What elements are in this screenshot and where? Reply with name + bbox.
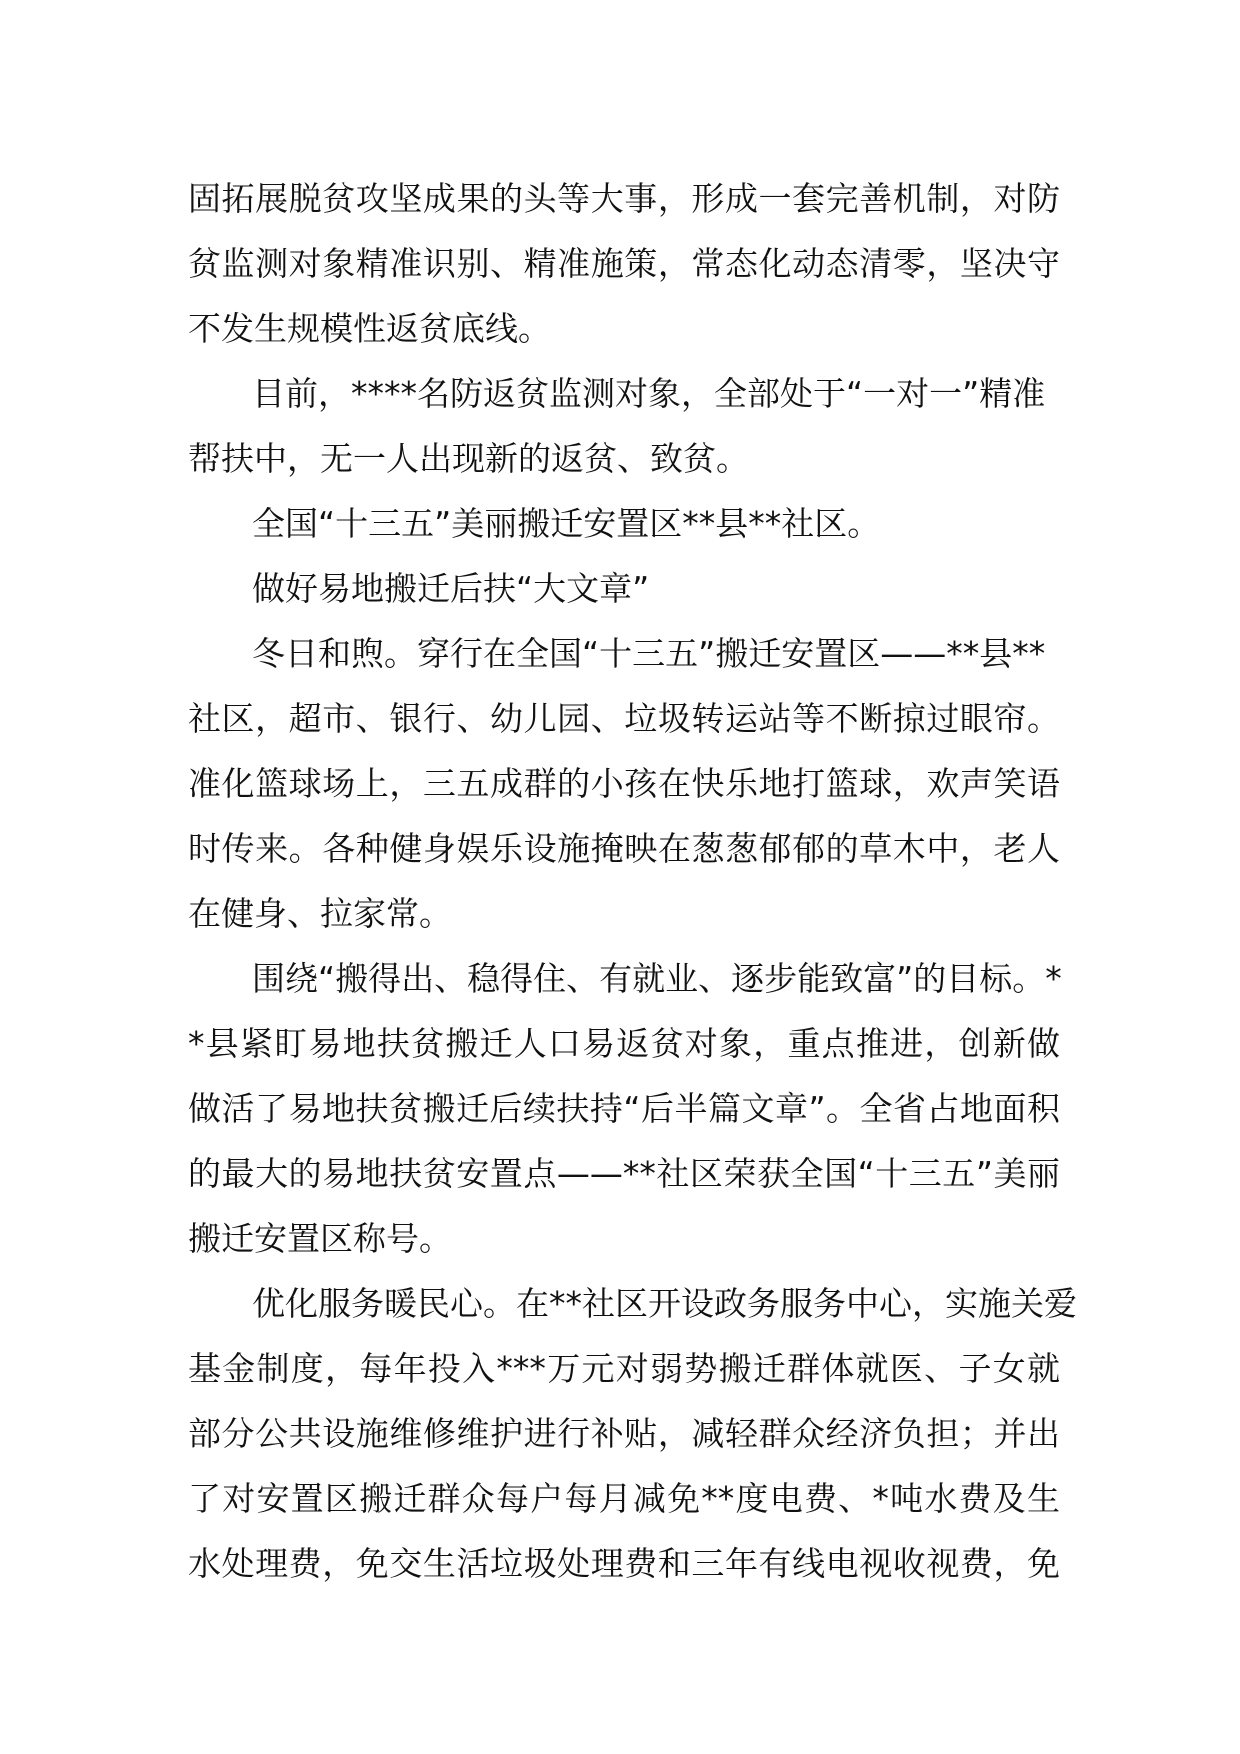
section-heading: 做好易地搬迁后扶“大文章” [252,569,650,608]
text-line: 部分公共设施维修维护进行补贴，减轻群众经济负担；并出 [188,1414,1060,1453]
text-line: 贫监测对象精准识别、精准施策，常态化动态清零，坚决守 [188,244,1060,283]
text-line: 时传来。各种健身娱乐设施掩映在葱葱郁郁的草木中，老人 [188,829,1060,868]
paragraph-first-line: 冬日和煦。穿行在全国“十三五”搬迁安置区——**县** [252,634,1046,673]
document-body [188,166,1077,1596]
text-line: 搬迁安置区称号。 [188,1219,452,1258]
text-line: 固拓展脱贫攻坚成果的头等大事，形成一套完善机制，对防 [188,179,1060,218]
text-line: 不发生规模性返贫底线。 [188,309,551,348]
text-line: 社区，超市、银行、幼儿园、垃圾转运站等不断掠过眼帘。 [188,699,1060,738]
paragraph-first-line: 围绕“搬得出、稳得住、有就业、逐步能致富”的目标。* [252,959,1062,998]
text-line: 水处理费，免交生活垃圾处理费和三年有线电视收视费，免 [188,1544,1060,1583]
paragraph-first-line: 优化服务暖民心。在**社区开设政务服务中心，实施关爱 [252,1284,1077,1323]
text-line: 准化篮球场上，三五成群的小孩在快乐地打篮球，欢声笑语 [188,764,1060,803]
text-line: 了对安置区搬迁群众每户每月减免**度电费、*吨水费及生 [188,1479,1060,1518]
text-line: 做活了易地扶贫搬迁后续扶持“后半篇文章”。全省占地面积 [188,1089,1060,1128]
text-line: 在健身、拉家常。 [188,894,452,933]
text-line: 基金制度，每年投入***万元对弱势搬迁群体就医、子女就 [188,1349,1060,1388]
text-line: 帮扶中，无一人出现新的返贫、致贫。 [188,439,749,478]
text-line: 的最大的易地扶贫安置点——**社区荣获全国“十三五”美丽 [188,1154,1060,1193]
paragraph-first-line: 目前，****名防返贫监测对象，全部处于“一对一”精准 [252,374,1046,413]
paragraph-first-line: 全国“十三五”美丽搬迁安置区**县**社区。 [252,504,881,543]
text-line: *县紧盯易地扶贫搬迁人口易返贫对象，重点推进，创新做 [188,1024,1060,1063]
